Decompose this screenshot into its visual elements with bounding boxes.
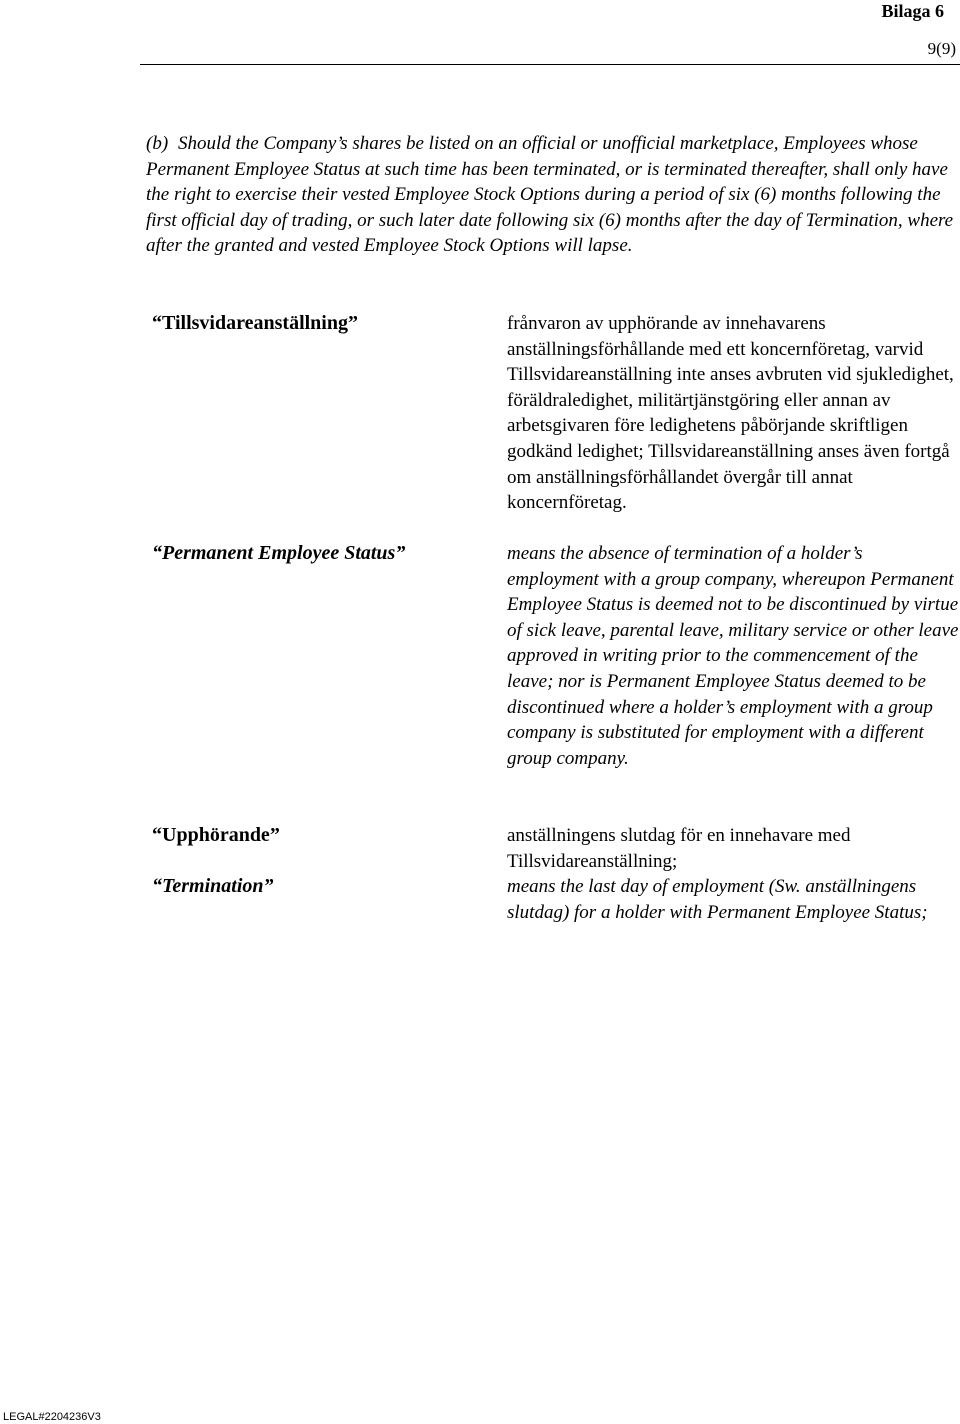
definition-termination: means the last day of employment (Sw. anställningens slutdag) for a holder with Permanent Employee Status; xyxy=(507,876,928,923)
term-upphorande: “Upphörande” xyxy=(152,824,280,846)
page-number: 9(9) xyxy=(927,39,956,58)
term-permanent-employee-status: “Permanent Employee Status” xyxy=(152,542,406,564)
definition-upphorande: anställningens slutdag för en innehavare med Tillsvidareanställning; xyxy=(507,825,851,872)
document-id: LEGAL#2204236V3 xyxy=(3,1411,101,1423)
definition-tillsvidareanstallning: frånvaron av upphörande av innehavarens anställningsförhållande med ett koncernföretag, varvid Tillsvidareanställning inte anses avbruten vid sjukledighet, föräldraledighet, militärtjänstgöring eller annan av arbetsgivaren före ledighetens påbörjande skriftligen godkänd ledighet; Tillsvidareanställning anses även fortgå om anställningsförhållandet övergår till annat koncernföretag. xyxy=(507,313,954,514)
term-termination: “Termination” xyxy=(152,875,274,897)
page-header-title: Bilaga 6 xyxy=(881,1,944,21)
paragraph-b-text: Should the Company’s shares be listed on an official or unofficial marketplace, Employees whose Permanent Employee Status at such time has been terminated, or is terminated thereafter, shall only have the right to exercise their vested Employee Stock Options during a period of six (6) months following the first official day of trading, or such later date following six (6) months after the day of Termination, where after the granted and vested Employee Stock Options will lapse. xyxy=(146,133,954,257)
definition-permanent-employee-status: means the absence of termination of a holder’s employment with a group company, whereupon Permanent Employee Status is deemed not to be discontinued by virtue of sick leave, parental leave, military service or other leave approved in writing prior to the commencement of the leave; nor is Permanent Employee Status deemed to be discontinued where a holder’s employment with a group company is substituted for employment with a different group company. xyxy=(507,543,959,769)
header-divider xyxy=(140,64,960,65)
paragraph-b xyxy=(146,131,958,259)
paragraph-b-label: (b) xyxy=(146,133,169,154)
term-tillsvidareanstallning: “Tillsvidareanställning” xyxy=(152,312,358,334)
